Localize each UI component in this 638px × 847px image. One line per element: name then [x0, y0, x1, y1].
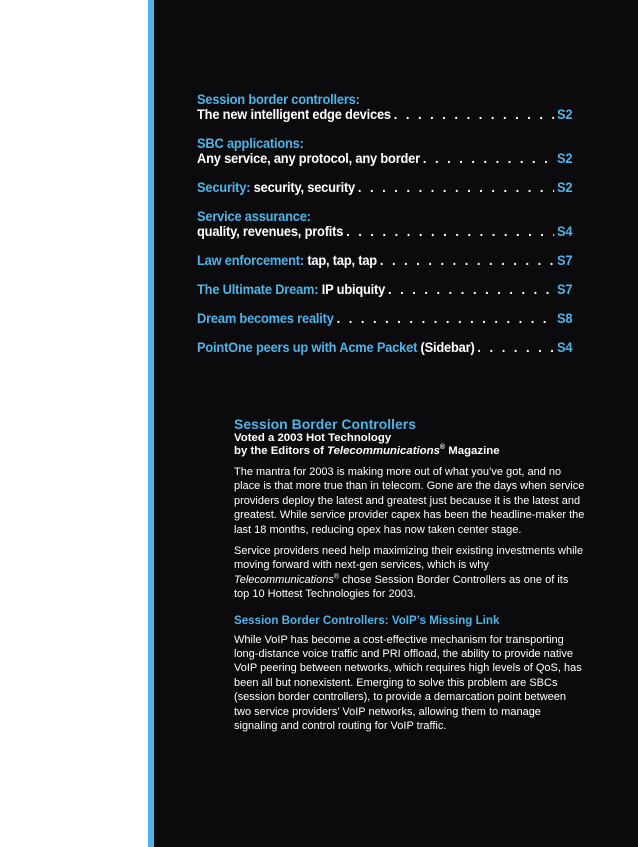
toc-heading-text: SBC applications: — [197, 136, 304, 151]
toc-page-number: S4 — [557, 224, 573, 239]
toc-page-number: S2 — [557, 151, 573, 166]
toc-heading-line — [197, 92, 572, 107]
toc-title-text: Law enforcement: — [197, 253, 304, 268]
dot-leader — [477, 340, 554, 355]
dot-leader — [358, 180, 554, 195]
paragraph-2-end: chose Session Border Controllers as one of its top 10 Hottest Technologies for 2003. — [234, 573, 569, 601]
magazine-name: Telecommunications — [327, 445, 440, 457]
subtitle-prefix: by the Editors of — [234, 445, 328, 457]
paragraph-2-start: Service providers need help maximizing their existing investments while moving forward with next-gen services, which is why — [234, 545, 584, 572]
toc-title-text: The new intelligent edge devices — [197, 107, 391, 122]
toc-heading-text: Session border controllers: — [197, 92, 360, 107]
toc-title-text: security, security — [250, 180, 356, 195]
toc-entry[interactable] — [197, 311, 588, 326]
toc-title-line — [197, 180, 572, 195]
toc-title-text: (Sidebar) — [417, 340, 475, 355]
paragraph-1: The mantra for 2003 is making more out of what you’ve got, and no place is that more true than in telecom. Gone are the days when service providers deploy the latest and greatest just because it is the latest and greatest. While service provider capex has been the headline-maker the last 18 months, reducing opex has now taken center stage. — [234, 466, 585, 536]
sidebar-subtitle — [234, 432, 586, 458]
toc-title-text: PointOne peers up with Acme Packet — [197, 340, 418, 355]
magazine-name: Telecommunications — [234, 573, 334, 586]
dot-leader — [346, 224, 554, 239]
toc-title-text: tap, tap, tap — [303, 253, 377, 268]
toc-entry[interactable] — [197, 180, 588, 195]
toc-title-line — [197, 224, 572, 239]
dot-leader — [394, 107, 554, 122]
toc-page-number: S2 — [557, 180, 573, 195]
toc-title-text: quality, revenues, profits — [197, 224, 344, 239]
toc-title-line — [197, 151, 572, 166]
registered-mark: ® — [333, 573, 340, 581]
toc-page-number: S4 — [557, 340, 573, 355]
toc-title-text: The Ultimate Dream: — [197, 282, 319, 297]
toc-entry[interactable] — [197, 282, 588, 297]
subtitle-suffix: Magazine — [445, 445, 500, 457]
toc-entry[interactable] — [197, 209, 588, 239]
toc-title-line — [197, 311, 572, 326]
toc-title-text: Security: — [197, 180, 251, 195]
toc-entry[interactable] — [197, 340, 588, 355]
paragraph-3: While VoIP has become a cost-effective mechanism for transporting long-distance voice traffic and PRI offload, the ability to provide native VoIP peering between networks, which requires high levels of QoS, has been all but nonexistent. Emerging to solve this problem are SBCs (session border controllers), to provide a demarcation point between two service providers’ VoIP networks, allowing them to manage signaling and control routing for VoIP traffic. — [234, 633, 582, 733]
registered-mark: ® — [439, 444, 446, 452]
sidebar-title: Session Border Controllers — [234, 416, 417, 432]
sidebar-subtitle-line2 — [234, 445, 586, 458]
toc-title-line — [197, 107, 572, 122]
dot-leader — [337, 311, 555, 326]
toc-entry[interactable] — [197, 136, 588, 166]
toc-heading-line — [197, 136, 572, 151]
toc-page-number: S2 — [557, 107, 573, 122]
dot-leader — [380, 253, 554, 268]
dot-leader — [388, 282, 554, 297]
toc-title-text: Dream becomes reality — [197, 311, 334, 326]
toc-entry[interactable] — [197, 92, 588, 122]
toc-page-number: S7 — [557, 253, 573, 268]
paragraph-2 — [234, 544, 586, 602]
toc-page-number: S7 — [557, 282, 573, 297]
toc-title-line — [197, 253, 572, 268]
toc-page-number: S8 — [557, 311, 573, 326]
sidebar-subtitle-line1: Voted a 2003 Hot Technology — [234, 432, 392, 444]
toc-title-text: IP ubiquity — [318, 282, 386, 297]
sidebar-article — [234, 416, 586, 734]
toc-entry[interactable] — [197, 253, 588, 268]
table-of-contents — [197, 92, 588, 369]
section-heading: Session Border Controllers: VoIP’s Missing Link — [234, 613, 500, 627]
toc-title-line — [197, 340, 572, 355]
dot-leader — [423, 151, 554, 166]
toc-heading-line — [197, 209, 572, 224]
toc-title-line — [197, 282, 572, 297]
toc-heading-text: Service assurance: — [197, 209, 311, 224]
toc-title-text: Any service, any protocol, any border — [197, 151, 420, 166]
